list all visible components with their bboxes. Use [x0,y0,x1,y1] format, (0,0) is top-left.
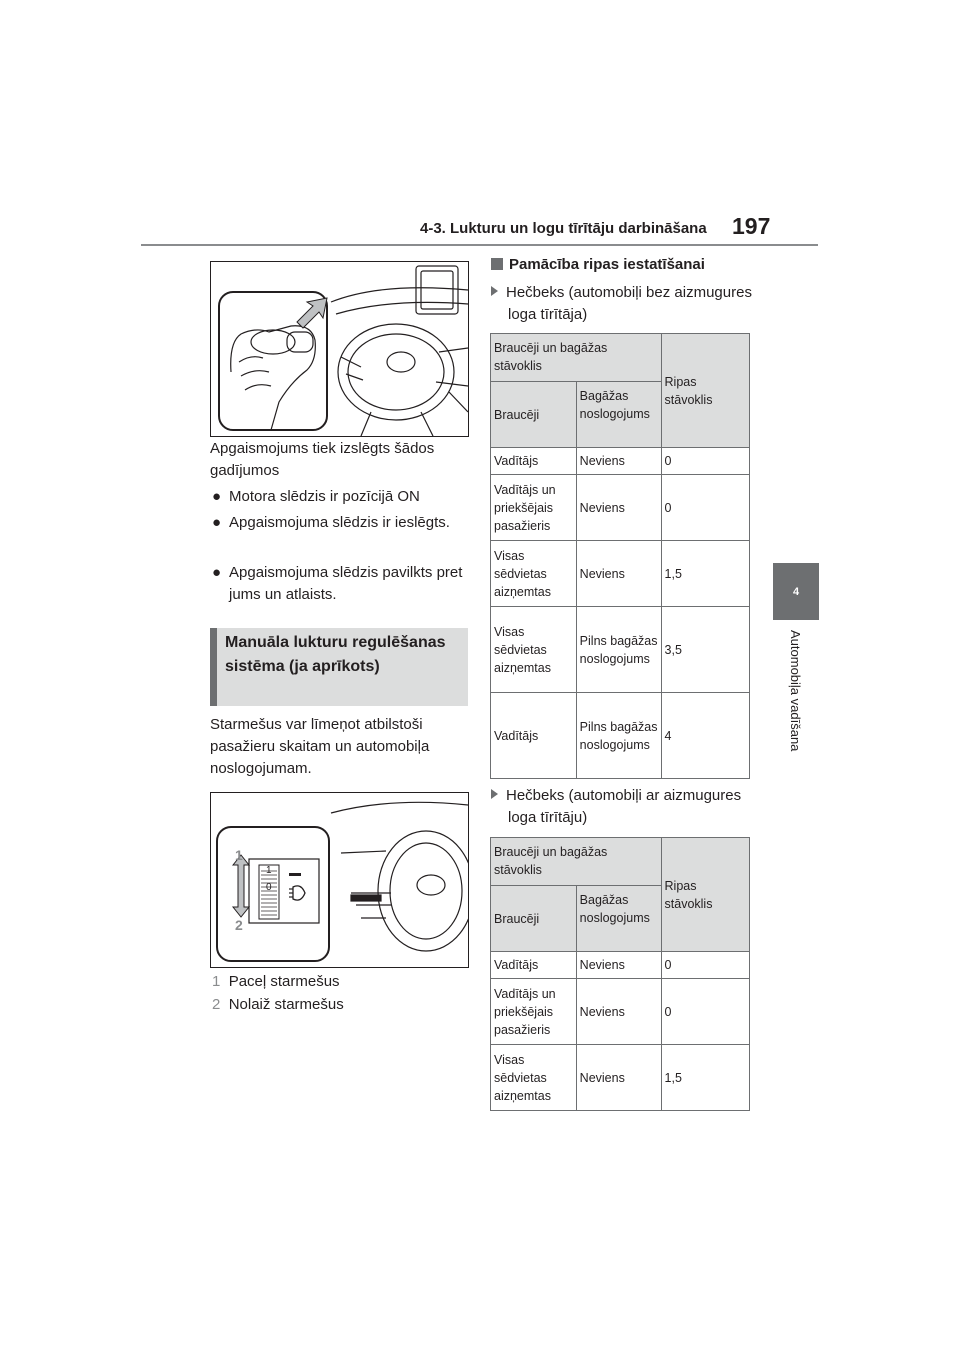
square-marker-icon [491,258,503,270]
figure-label-raise: 1 [235,847,243,863]
table-row: Visas sēdvietas aizņemtas Neviens 1,5 [491,1045,750,1111]
bullet-item: ● Apgaismojuma slēdzis pavilkts pret jums un atlaists. [212,564,463,603]
figure-label-lower: 2 [235,917,243,933]
dial-guide-heading: Pamācība ripas iestatīšanai [491,256,705,273]
table-header-dial: Ripas stāvoklis [661,838,749,952]
bullet-mark: ● [212,514,222,531]
chapter-label [787,630,805,780]
section-heading: Manuāla lukturu regulēšanas sistēma (ja aprīkots) [225,634,446,675]
page-number: 197 [732,213,771,239]
section-title: 4-3. Lukturu un logu tīrītāju darbināšana [420,220,707,237]
table-row: Vadītājs Neviens 0 [491,448,750,475]
subsection-title: Hečbeks (automobiļi ar aizmugures loga tīrītāju) [491,785,758,829]
section-heading-box [210,628,468,706]
chapter-tab: 4 [773,563,819,620]
dial-label-top: 1 [266,865,272,876]
chapter-label-text: Automobiļa vadīšana [788,630,803,752]
step-lower: 2 Nolaiž starmešus [212,996,344,1013]
step-raise: 1 Paceļ starmešus [212,973,340,990]
section-heading-bar [210,628,217,706]
light-switch-illustration [210,261,469,437]
table-header-load: Bagāžas noslogojums [576,886,661,952]
step-number: 1 [212,973,221,990]
dial-table-rear-wiper [490,837,750,1111]
table-header-group: Braucēji un bagāžas stāvoklis [491,334,662,382]
table-row: Vadītājs Pilns bagāžas noslogojums 4 [491,693,750,779]
bullet-mark: ● [212,564,222,581]
bullet-item: ● Apgaismojuma slēdzis ir ieslēgts. [212,512,484,534]
leveling-dial-drawing [211,793,468,967]
triangle-marker-icon [491,789,498,799]
table-row: Visas sēdvietas aizņemtas Neviens 1,5 [491,541,750,607]
table-header-occupants: Braucēji [491,382,577,448]
step-number: 2 [212,996,221,1013]
table-header-dial: Ripas stāvoklis [661,334,749,448]
dial-table-no-rear-wiper [490,333,750,779]
triangle-marker-icon [491,286,498,296]
table-row: Visas sēdvietas aizņemtas Pilns bagāžas noslogojums 3,5 [491,607,750,693]
subsection-title: Hečbeks (automobiļi bez aizmugures loga tīrītāja) [491,282,758,326]
header-rule [141,244,818,246]
bullet-mark: ● [212,488,222,505]
section-text: Starmešus var līmeņot atbilstoši pasažieru skaitam un automobiļa noslogojumam. [210,716,430,777]
bullet-item: ● Motora slēdzis ir pozīcijā ON [212,486,484,508]
table-header-group: Braucēji un bagāžas stāvoklis [491,838,662,886]
table-row: Vadītājs un priekšējais pasažieris Neviens 0 [491,475,750,541]
table-row: Vadītājs Neviens 0 [491,952,750,979]
table-header-load: Bagāžas noslogojums [576,382,661,448]
intro-text: Apgaismojums tiek izslēgts šādos gadījumos [210,440,435,479]
table-header-occupants: Braucēji [491,886,577,952]
headlight-leveling-illustration [210,792,469,968]
light-switch-drawing [211,262,468,436]
dial-label-bottom: 0 [266,882,272,893]
table-row: Vadītājs un priekšējais pasažieris Neviens 0 [491,979,750,1045]
